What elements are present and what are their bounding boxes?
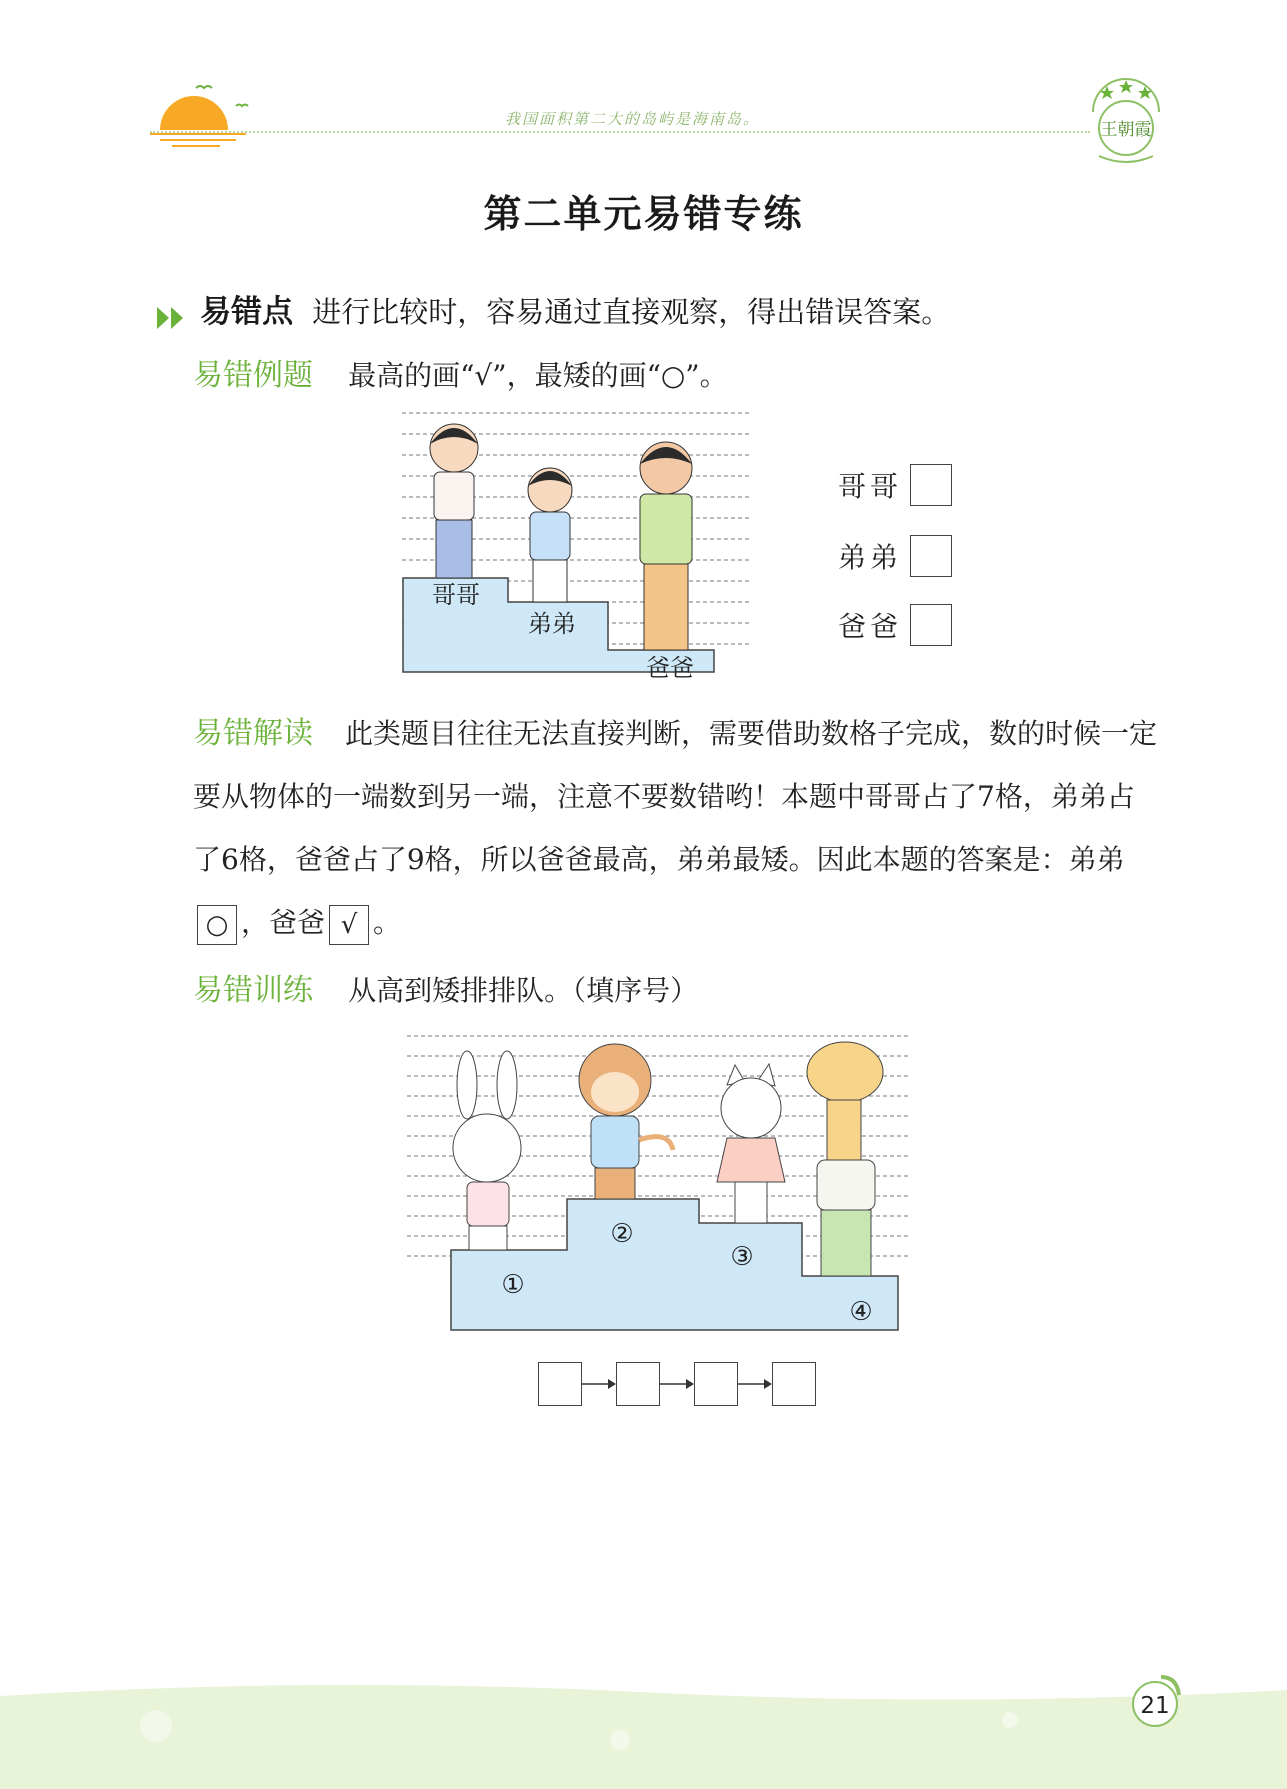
step-label-2: ② [610,1219,634,1249]
training-row [193,965,698,1009]
double-chevron-icon [155,303,191,333]
sun-icon [150,82,262,152]
training-question: 从高到矮排排队。（填序号） [348,974,699,1007]
answer-name: 哥哥 [838,470,903,503]
footer-wave [0,1680,1287,1789]
rabbit-figure [453,1051,521,1250]
header-divider [150,131,1090,133]
example-question: 最高的画“√”，最矮的画“○”。 [348,359,728,392]
training-label: 易错训练 [193,973,313,1008]
dad-figure [640,442,692,650]
answer-box[interactable] [910,464,952,506]
step-label-brother: 哥哥 [432,581,480,609]
header-tip: 我国面积第二大的岛屿是海南岛。 [505,110,761,128]
analysis-end: 。 [373,906,402,939]
point-text: 进行比较时，容易通过直接观察，得出错误答案。 [312,295,951,329]
order-box-1[interactable] [538,1362,582,1406]
step-label-3: ③ [730,1242,754,1272]
answer-name: 爸爸 [838,610,903,643]
order-box-2[interactable] [616,1362,660,1406]
family-height-figure [400,410,760,680]
order-chain [538,1362,816,1406]
animal-height-figure [405,1030,910,1335]
example-label: 易错例题 [193,358,313,393]
answer-row-dad [838,604,952,646]
arrow-right-icon [582,1377,616,1391]
order-box-3[interactable] [694,1362,738,1406]
step-label-younger: 弟弟 [528,610,576,638]
analysis-paragraph [193,702,1159,954]
step-label-4: ④ [849,1297,873,1327]
brother-figure [430,424,478,578]
cat-figure [717,1064,785,1223]
brand-logo [1085,78,1167,166]
page-number: 21 [1140,1693,1170,1719]
analysis-text-2: ，爸爸 [241,906,326,939]
example-row [193,350,728,394]
answer-box[interactable] [910,535,952,577]
answer-name: 弟弟 [838,541,903,574]
page-number-badge [1127,1673,1183,1729]
giraffe-figure [807,1042,883,1276]
svg-text:王朝霞: 王朝霞 [1100,120,1152,140]
younger-brother-figure [528,468,572,602]
order-box-4[interactable] [772,1362,816,1406]
answer-box[interactable] [910,604,952,646]
arrow-right-icon [738,1377,772,1391]
point-label: 易错点 [200,294,294,330]
step-label-1: ① [501,1270,525,1300]
answer-mark-tall: √ [329,905,369,945]
page-title: 第二单元易错专练 [483,192,804,236]
answer-row-younger [838,535,952,577]
analysis-label: 易错解读 [193,716,313,751]
point-row [155,286,950,333]
analysis-text: 此类题目往往无法直接判断，需要借助数格子完成，数的时候一定要从物体的一端数到另一端，注意不要数错哟！本题中哥哥占了7格，弟弟占了6格，爸爸占了9格，所以爸爸最高，弟弟最矮。因此本题的答案是：弟弟 [193,717,1158,876]
arrow-right-icon [660,1377,694,1391]
monkey-figure [579,1044,673,1199]
answer-mark-short: ○ [197,905,237,945]
answer-row-brother [838,464,952,506]
step-label-dad: 爸爸 [646,654,694,680]
